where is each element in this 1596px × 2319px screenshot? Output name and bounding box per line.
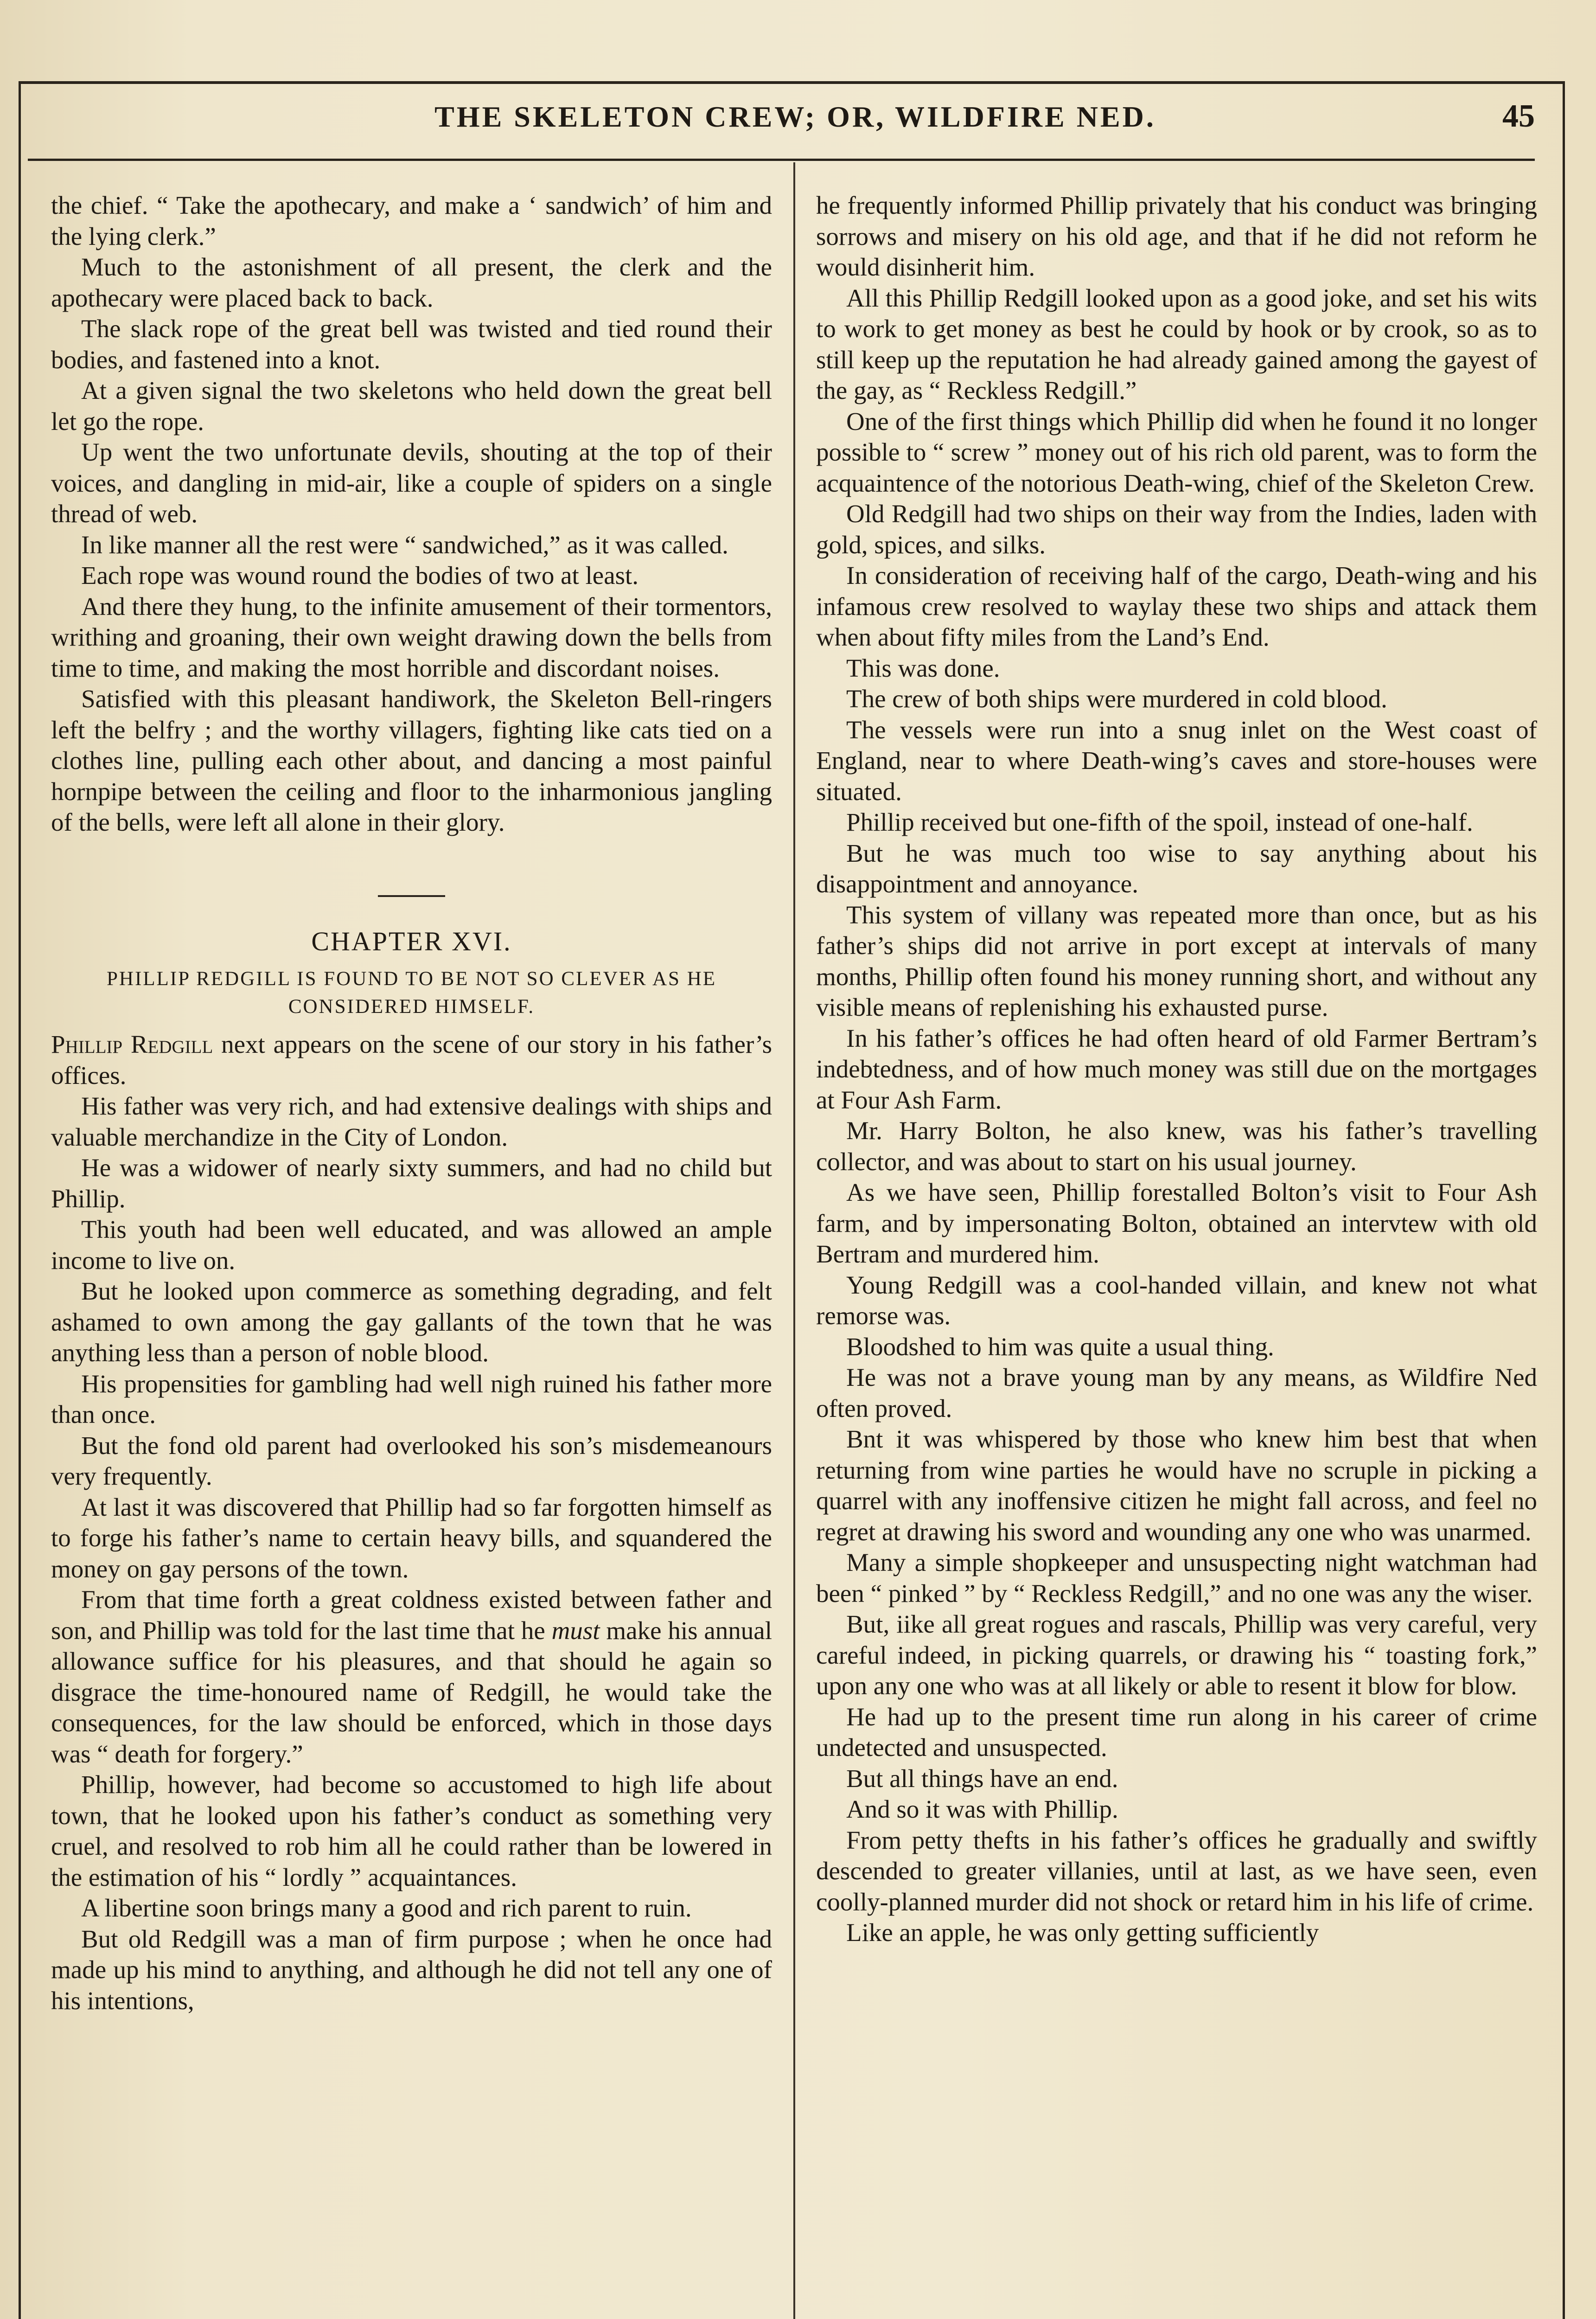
- paragraph: Old Redgill had two ships on their way from the Indies, laden with gold, spices, and silks.: [816, 500, 1537, 559]
- paragraph: But he was much too wise to say anything about his disappointment and annoyance.: [816, 839, 1537, 898]
- paragraph: Bloodshed to him was quite a usual thing.: [846, 1332, 1274, 1361]
- paragraph-continued: he frequently informed Phillip privately that his conduct was bringing sorrows and misery on his old age, and that if he did not reform he would disinherit him.: [816, 191, 1537, 281]
- paragraph: But all things have an end.: [846, 1764, 1118, 1793]
- running-title: THE SKELETON CREW; OR, WILDFIRE NED.: [434, 100, 1156, 133]
- paragraph: His father was very rich, and had extensive dealings with ships and valuable merchandize in the City of London.: [51, 1092, 772, 1151]
- paragraph: In consideration of receiving half of the cargo, Death-wing and his infamous crew resolved to waylay these two ships and attack them when about fifty miles from the Land’s End.: [816, 561, 1537, 651]
- paragraph: Young Redgill was a cool-handed villain, and knew not what remorse was.: [816, 1270, 1537, 1330]
- paragraph: From petty thefts in his father’s offices he gradually and swiftly descended to greater villanies, until at last, as we have seen, even coolly-planned murder did not shock or retard him in his life of crime.: [816, 1826, 1537, 1916]
- paragraph: Much to the astonishment of all present, the clerk and the apothecary were placed back to back.: [51, 253, 772, 312]
- right-column: [816, 190, 1537, 2319]
- paragraph: He was a widower of nearly sixty summers, and had no child but Phillip.: [51, 1153, 772, 1213]
- paragraph: Phillip, however, had become so accustomed to high life about town, that he looked upon his father’s conduct as something very cruel, and resolved to rob him all he could rather than be lowered in the estimation of his “ lordly ” acquaintances.: [51, 1770, 772, 1891]
- paragraph: And there they hung, to the infinite amusement of their tormentors, writhing and groaning, their own weight drawing down the bells from time to time, and making the most horrible and discordant noises.: [51, 592, 772, 682]
- opening-name: Phillip Redgill: [51, 1030, 213, 1058]
- paragraph: But he looked upon commerce as something degrading, and felt ashamed to own among the gay gallants of the town that he was anything less than a person of noble blood.: [51, 1277, 772, 1367]
- paragraph: At a given signal the two skeletons who held down the great bell let go the rope.: [51, 376, 772, 436]
- paragraph: Satisfied with this pleasant handiwork, the Skeleton Bell-ringers left the belfry ; and the worthy villagers, fighting like cats tied on a clothes line, pulling each other about, and dancing a most painful hornpipe between the ceiling and floor to the inharmonious jangling of the bells, were left all alone in their glory.: [51, 685, 772, 836]
- paragraph: This was done.: [846, 653, 1000, 682]
- paragraph: From that time forth a great coldness existed between father and son, and Phillip was told for the last time that he must make his annual allowance suffice for his pleasures, and that should he again so disgrace the time-honoured name of Redgill, he would take the consequences, for the law should be enforced, which in those days was “ death for forgery.”: [51, 1585, 772, 1768]
- paragraph: the chief. “ Take the apothecary, and make a ‘ sandwich’ of him and the lying clerk.”: [51, 191, 772, 250]
- paragraph: He was not a brave young man by any means, as Wildfire Ned often proved.: [816, 1363, 1537, 1422]
- chapter-title: CHAPTER XVI.: [311, 926, 512, 956]
- page-number: 45: [1502, 98, 1535, 134]
- paragraph: Like an apple, he was only getting sufficiently: [846, 1918, 1319, 1947]
- chapter-opening-paragraph: [51, 1029, 772, 1091]
- paragraph: As we have seen, Phillip forestalled Bolton’s visit to Four Ash farm, and by impersonating Bolton, obtained an intervtew with old Bertram and murdered him.: [816, 1178, 1537, 1268]
- paragraph: This system of villany was repeated more than once, but as his father’s ships did not arrive in port except at intervals of many months, Phillip often found his money running short, and without any visible means of replenishing his exhausted purse.: [816, 900, 1537, 1021]
- section-separator: [51, 880, 772, 908]
- paragraph: Phillip received but one-fifth of the spoil, instead of one-half.: [846, 808, 1473, 836]
- paragraph: In like manner all the rest were “ sandwiched,” as it was called.: [81, 530, 728, 559]
- paragraph: But old Redgill was a man of firm purpose ; when he once had made up his mind to anything, and although he did not tell any one of his intentions,: [51, 1924, 772, 2015]
- paragraph: His propensities for gambling had well nigh ruined his father more than once.: [51, 1369, 772, 1429]
- paragraph: The vessels were run into a snug inlet on the West coast of England, near to where Death-wing’s caves and store-houses were situated.: [816, 715, 1537, 806]
- running-header: [51, 95, 1539, 155]
- paragraph: Each rope was wound round the bodies of two at least.: [81, 561, 639, 589]
- paragraph: Bnt it was whispered by those who knew him best that when returning from wine parties he would have no scruple in picking a quarrel with any inoffensive citizen he might fall across, and feel no regret at drawing his sword and wounding any one who was unarmed.: [816, 1425, 1537, 1546]
- header-rule: [28, 159, 1535, 161]
- paragraph: Mr. Harry Bolton, he also knew, was his father’s travelling collector, and was about to start on his usual journey.: [816, 1116, 1537, 1176]
- paragraph: One of the first things which Phillip did when he found it no longer possible to “ screw ” money out of his rich old parent, was to form the acquaintence of the notorious Death-wing, chief of the Skeleton Crew.: [816, 407, 1537, 497]
- paragraph: The crew of both ships were murdered in cold blood.: [846, 685, 1387, 713]
- left-column: [51, 190, 772, 2319]
- paragraph: Many a simple shopkeeper and unsuspecting night watchman had been “ pinked ” by “ Reckless Redgill,” and no one was any the wiser.: [816, 1548, 1537, 1608]
- opening-text: next appears on the scene of our story in his father’s offices.: [51, 1030, 772, 1089]
- paragraph: But, iike all great rogues and rascals, Phillip was very careful, very careful indeed, in picking quarrels, or drawing his “ toasting fork,” upon any one who was at all likely or able to resent it blow for blow.: [816, 1610, 1537, 1700]
- emphasis: must: [551, 1616, 600, 1645]
- frame-top-rule: [19, 81, 1563, 84]
- paragraph: But the fond old parent had overlooked his son’s misdemeanours very frequently.: [51, 1431, 772, 1490]
- paragraph: He had up to the present time run along in his career of crime undetected and unsuspected.: [816, 1702, 1537, 1762]
- paragraph: A libertine soon brings many a good and rich parent to ruin.: [81, 1894, 692, 1922]
- paragraph: And so it was with Phillip.: [846, 1795, 1118, 1823]
- paragraph: In his father’s offices he had often heard of old Farmer Bertram’s indebtedness, and of how much money was still due on the mortgages at Four Ash Farm.: [816, 1024, 1537, 1114]
- frame-left-rule: [19, 81, 21, 2319]
- frame-right-rule: [1563, 81, 1565, 2319]
- paragraph: This youth had been well educated, and was allowed an ample income to live on.: [51, 1215, 772, 1275]
- paragraph: At last it was discovered that Phillip had so far forgotten himself as to forge his father’s name to certain heavy bills, and squandered the money on gay persons of the town.: [51, 1493, 772, 1583]
- paragraph: Up went the two unfortunate devils, shouting at the top of their voices, and dangling in mid-air, like a couple of spiders on a single thread of web.: [51, 438, 772, 528]
- paragraph: The slack rope of the great bell was twisted and tied round their bodies, and fastened into a knot.: [51, 314, 772, 374]
- chapter-subtitle: PHILLIP REDGILL IS FOUND TO BE NOT SO CLEVER AS HE CONSIDERED HIMSELF.: [106, 968, 717, 1018]
- column-divider: [793, 162, 795, 2319]
- paragraph: All this Phillip Redgill looked upon as a good joke, and set his wits to work to get money as best he could by hook or by crook, so as to still keep up the reputation he had already gained among the gayest of the gay, as “ Reckless Redgill.”: [816, 283, 1537, 404]
